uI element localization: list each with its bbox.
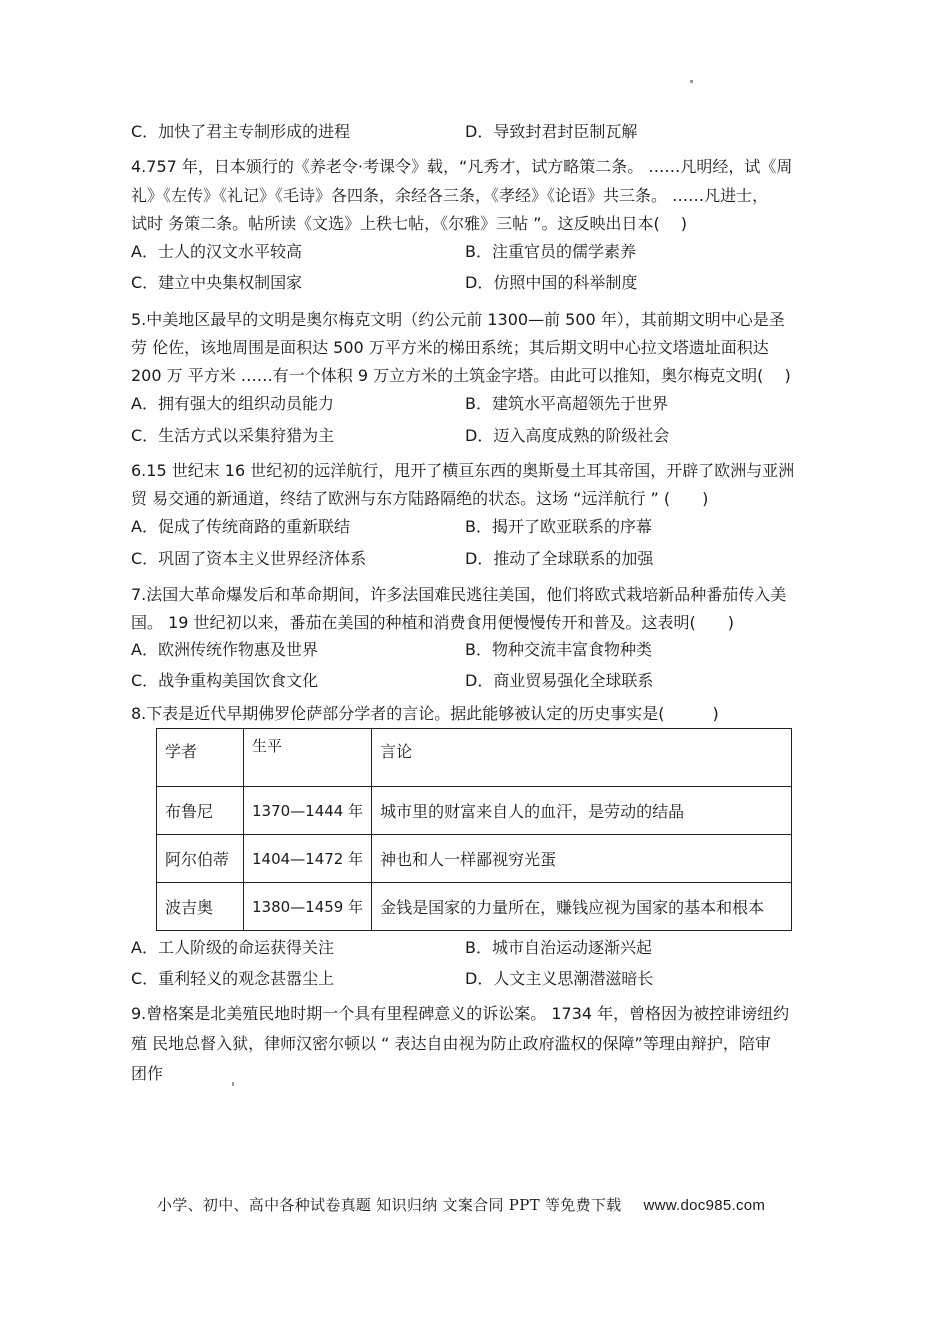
q5-option-b: B．建筑水平高超领先于世界 [465,394,668,413]
q9-stem-line-1: 9.曾格案是北美殖民地时期一个具有里程碑意义的诉讼案。 1734 年，曾格因为被控诽谤纽约 [131,1004,790,1023]
q6-option-c: C．巩固了资本主义世界经济体系 [131,549,367,568]
scholar-quotes-table [156,728,792,931]
q7-stem-line-2: 国。 19 世纪初以来，番茄在美国的种植和消费食用便慢慢传开和普及。这表明( ) [131,613,735,632]
table-header-row [157,729,792,787]
q4-stem-line-1: 4.757 年，日本颁行的《养老令·考课令》载，“凡秀才，试方略策二条。 ……凡明经，试《周 [131,157,793,176]
cell-quote: 城市里的财富来自人的血汗，是劳动的结晶 [372,787,792,835]
q8-option-d: D．人文主义思潮潜滋暗长 [465,969,654,988]
scan-mark [232,1082,234,1086]
cell-quote: 神也和人一样鄙视穷光蛋 [372,835,792,883]
q6-option-a: A．促成了传统商路的重新联结 [131,517,350,536]
cell-scholar: 波吉奥 [157,883,244,931]
q3-option-d: D．导致封君封臣制瓦解 [465,122,638,141]
page-footer [157,1194,765,1215]
q7-option-c: C．战争重构美国饮食文化 [131,671,319,690]
q4-option-b: B．注重官员的儒学素养 [465,242,636,261]
q7-option-b: B．物种交流丰富食物种类 [465,640,652,659]
q6-stem-line-2: 贸 易交通的新通道，终结了欧洲与东方陆路隔绝的状态。这场 “远洋航行 ” ( ) [131,489,709,508]
q4-option-a: A．士人的汉文水平较高 [131,242,302,261]
cell-quote: 金钱是国家的力量所在，赚钱应视为国家的基本和根本 [372,883,792,931]
q6-stem-line-1: 6.15 世纪末 16 世纪初的远洋航行，甩开了横亘东西的奥斯曼土耳其帝国，开辟了欧洲与亚洲 [131,461,795,480]
q6-option-b: B．揭开了欧亚联系的序幕 [465,517,652,536]
header-quote: 言论 [372,729,792,787]
q5-option-d: D．迈入高度成熟的阶级社会 [465,426,670,445]
cell-scholar: 阿尔伯蒂 [157,835,244,883]
q4-option-d: D．仿照中国的科举制度 [465,273,638,292]
q4-option-c: C．建立中央集权制国家 [131,273,303,292]
q7-option-d: D．商业贸易强化全球联系 [465,671,654,690]
q9-stem-line-3: 团作 [131,1064,164,1083]
cell-lifespan: 1380—1459 年 [244,883,372,931]
q6-option-d: D．推动了全球联系的加强 [465,549,654,568]
q8-stem: 8.下表是近代早期佛罗伦萨部分学者的言论。据此能够被认定的历史事实是( ) [131,704,719,723]
header-scholar: 学者 [157,729,244,787]
q8-option-b: B．城市自治运动逐渐兴起 [465,938,652,957]
table-row [157,835,792,883]
footer-text: 小学、初中、高中各种试卷真题 知识归纳 文案合同 PPT 等免费下载 [157,1196,622,1214]
table-row [157,883,792,931]
q4-stem-line-3: 试时 务策二条。帖所读《文选》上秩七帖，《尔雅》三帖 ”。这反映出日本( ) [131,214,688,233]
q5-option-c: C．生活方式以采集狩猎为主 [131,426,335,445]
q8-option-a: A．工人阶级的命运获得关注 [131,938,334,957]
cell-scholar: 布鲁尼 [157,787,244,835]
q4-stem-line-2: 礼》《左传》《礼记》《毛诗》各四条，余经各三条，《孝经》《论语》共三条。 ……凡进士， [131,186,769,205]
cell-lifespan: 1370—1444 年 [244,787,372,835]
footer-url[interactable]: www.doc985.com [643,1197,766,1214]
header-lifespan: 生平 [244,729,372,787]
q5-stem-line-3: 200 万 平方米 ……有一个体积 9 万立方米的土筑金字塔。由此可以推知，奥尔梅克文明( ) [131,366,791,385]
cell-lifespan: 1404—1472 年 [244,835,372,883]
q9-stem-line-2: 殖 民地总督入狱，律师汉密尔顿以 “ 表达自由视为防止政府滥权的保障”等理由辩护，陪审 [131,1034,771,1053]
q8-option-c: C．重利轻义的观念甚嚣尘上 [131,969,335,988]
q7-option-a: A．欧洲传统作物惠及世界 [131,640,318,659]
q5-stem-line-1: 5.中美地区最早的文明是奥尔梅克文明（约公元前 1300—前 500 年），其前期文明中心是圣 [131,310,785,329]
scan-mark [690,80,693,83]
q7-stem-line-1: 7.法国大革命爆发后和革命期间，许多法国难民逃往美国，他们将欧式栽培新品种番茄传入美 [131,585,787,604]
q3-option-c: C．加快了君主专制形成的进程 [131,122,351,141]
q5-stem-line-2: 劳 伦佐，该地周围是面积达 500 万平方米的梯田系统；其后期文明中心拉文塔遗址面积达 [131,338,769,357]
table-row [157,787,792,835]
q5-option-a: A．拥有强大的组织动员能力 [131,394,334,413]
